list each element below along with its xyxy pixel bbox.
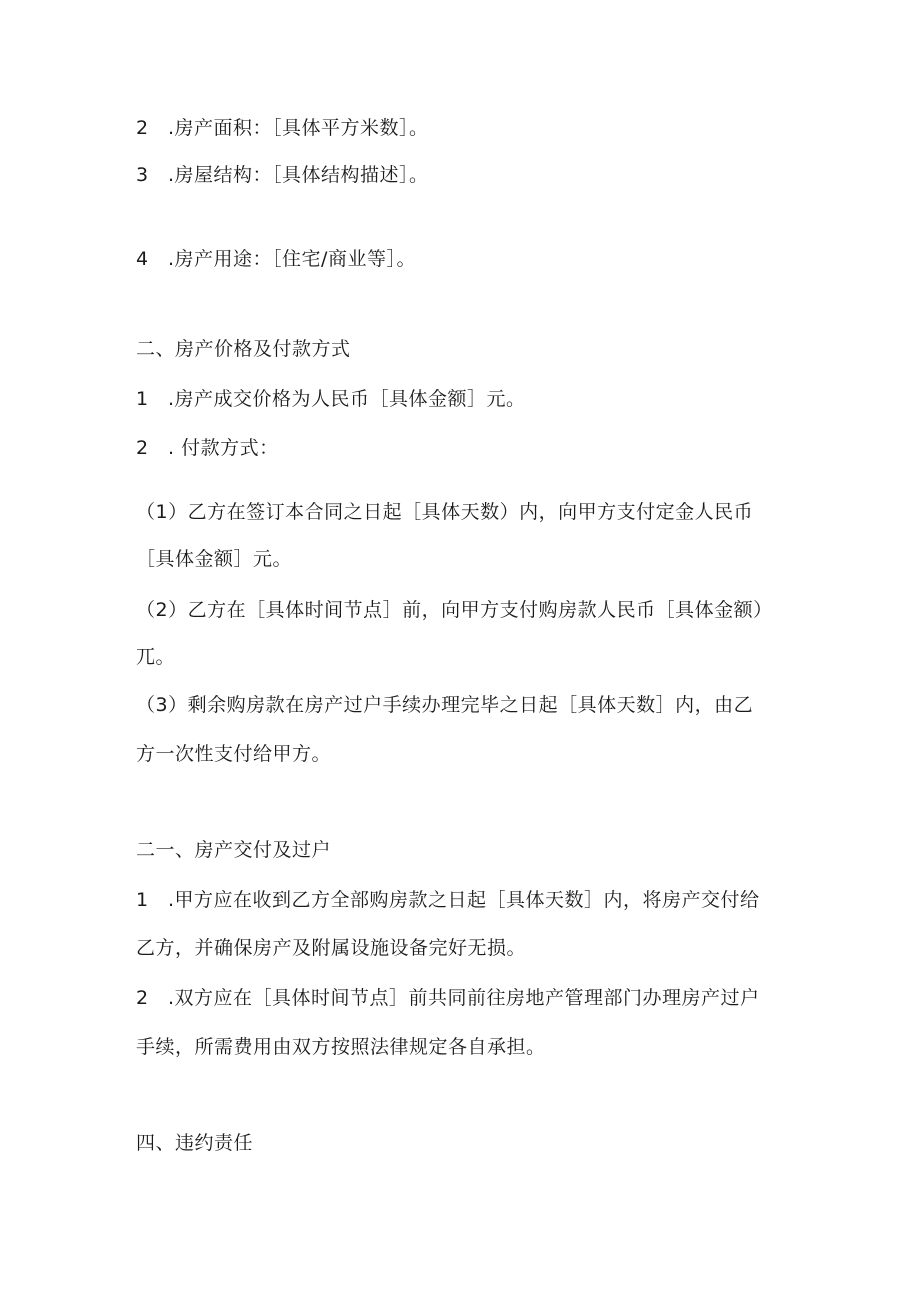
sub-item-line: （3）剩余购房款在房产过户手续办理完毕之日起［具体天数］内，由乙 [136,694,754,716]
sub-item-line: （2）乙方在［具体时间节点］前，向甲方支付购房款人民币［具体金额） [136,599,773,621]
sub-item-line: ［具体金额］元。 [136,548,293,570]
paragraph-continuation: 手续，所需费用由双方按照法律规定各自承担。 [136,1036,546,1058]
paragraph [136,116,429,140]
item-text: .房产用途：［住宅/商业等］。 [168,248,416,270]
item-number: 1 [136,388,149,410]
item-text: . 付款方式： [168,437,279,459]
item-text: .房屋结构：［具体结构描述］。 [168,164,429,186]
sub-item-line: 兀。 [136,646,176,668]
section-heading: 四、违约责任 [136,1132,254,1154]
item-number: 4 [136,248,149,270]
paragraph [136,986,760,1010]
section-heading: 二一、房产交付及过户 [136,839,332,861]
item-text: .双方应在［具体时间节点］前共同前往房地产管理部门办理房产过户 [168,987,760,1009]
paragraph [136,387,526,411]
paragraph-continuation: 乙方，并确保房产及附属设施设备完好无损。 [136,937,527,959]
item-number: 1 [136,889,149,911]
item-text: .甲方应在收到乙方全部购房款之日起［具体天数］内，将房产交付给 [168,889,760,911]
item-number: 2 [136,117,149,139]
item-number: 2 [136,437,149,459]
sub-item-line: （1）乙方在签订本合同之日起［具体天数）内，向甲方支付定金人民币 [136,501,754,523]
sub-item-line: 方一次性支付给甲方。 [136,743,332,765]
item-number: 3 [136,164,149,186]
section-heading: 二、房产价格及付款方式 [136,338,351,360]
paragraph [136,247,416,271]
paragraph [136,163,429,187]
item-number: 2 [136,987,149,1009]
paragraph [136,436,279,460]
item-text: .房产面积：［具体平方米数］。 [168,117,429,139]
paragraph [136,888,760,912]
item-text: .房产成交价格为人民币［具体金额］元。 [168,388,526,410]
